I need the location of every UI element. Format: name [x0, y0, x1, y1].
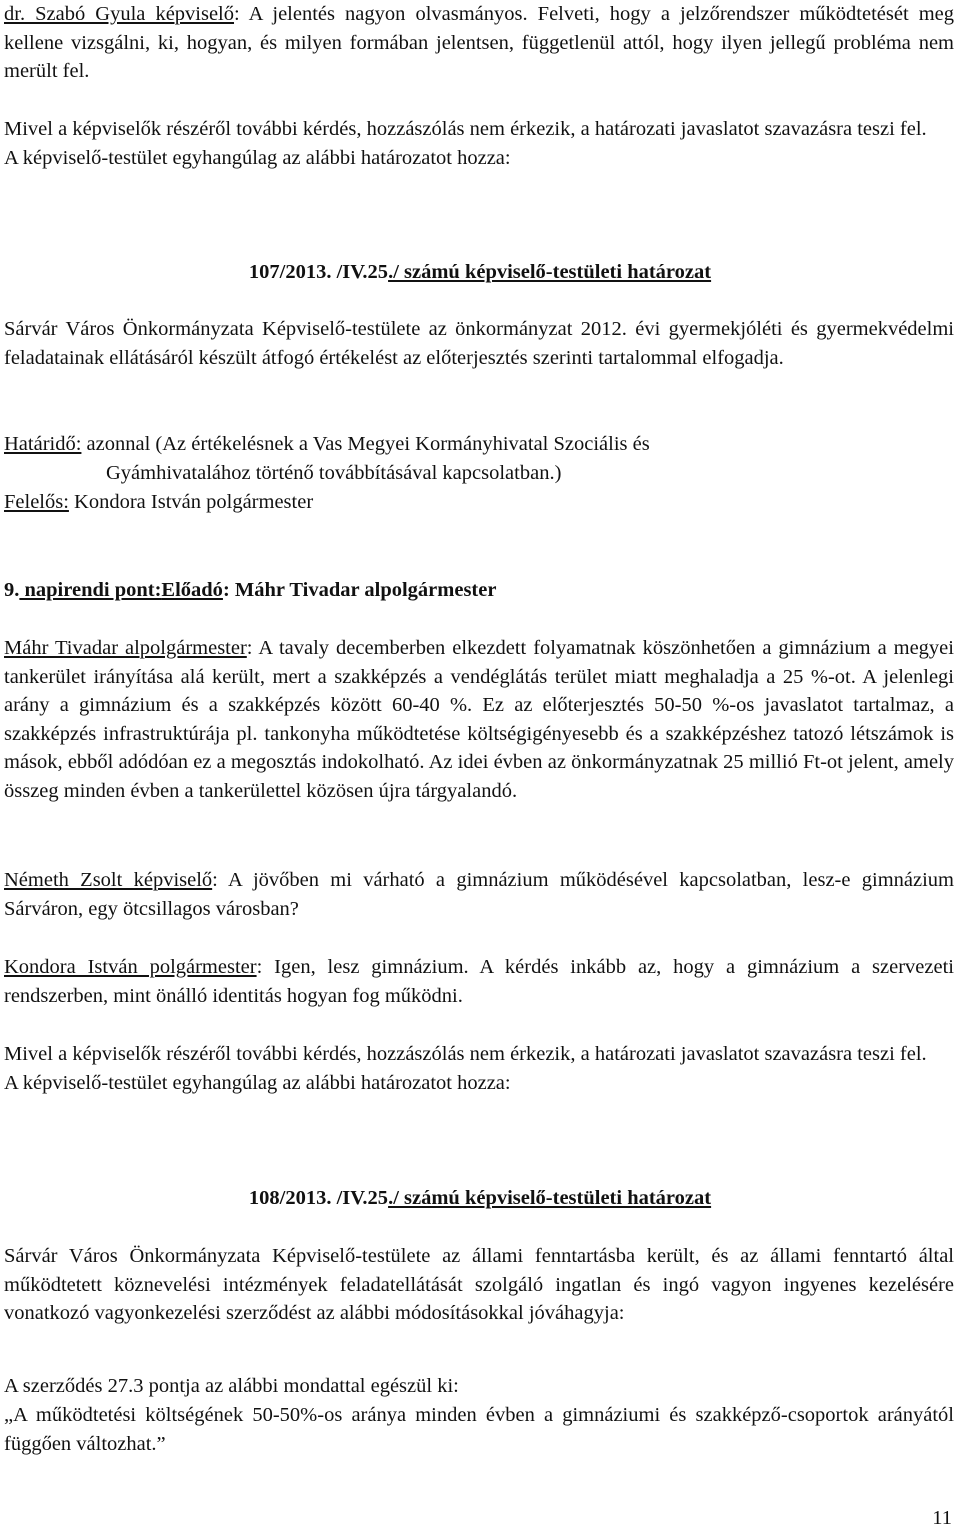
- paragraph-text: : Igen, lesz gimnázium. A kérdés inkább az, hogy a gimnázium a szervezeti rendszerben, mint önálló identitás hogyan fog működni.: [4, 956, 954, 1007]
- paragraph-text: : A tavaly decemberben elkezdett folyamatnak köszönhetően a gimnázium a megyei tankerület irányítása alá került, mert a szakképzés a vendéglátás terület miatt meghaladja a 25 %-ot. A jelenlegi arány a gimnázium és a szakképzés között 60-40 %. Ez az előterjesztés 50-50 %-os javaslatot tartalmaz, a szakképzés infrastruktúrája pl. tankonyha működtetése költségigényesebb és a szakképzéshez tatozó létszámok is mások, ebből adódóan ez a megosztás indokolható. Az idei évben az önkormányzatnak 25 millió Ft-ot jelent, amely összeg minden évben a tankerülettel közösen újra tárgyalandó.: [4, 637, 954, 802]
- paragraph-text: : A jelentés nagyon olvasmányos. Felveti, hogy a jelzőrendszer működtetését meg kellene vizsgálni, ki, hogyan, és milyen formában jelentsen, függetlenül attól, hogy ilyen jellegű probléma nem merült fel.: [4, 3, 954, 83]
- paragraph-kondora: [4, 953, 954, 1010]
- resolution-107-title: 107/2013. /IV.25./ számú képviselő-testületi határozat: [248, 261, 712, 283]
- resolution-108-body: Sárvár Város Önkormányzata Képviselő-testülete az állami fenntartásba került, és az állami fenntartó által működtetett köznevelési intézmények feladatellátását szolgáló ingatlan és ingó vagyon ingyenes kezelésére vonatkozó vagyonkezelési szerződést az alábbi módosításokkal jóváhagyja:: [4, 1245, 954, 1325]
- deadline-text-continued: Gyámhivatalához történő továbbításával kapcsolatban.): [106, 461, 562, 484]
- vote-result: A képviselő-testület egyhangúlag az alábbi határozatot hozza:: [4, 146, 511, 169]
- paragraph-text: : A jövőben mi várható a gimnázium működésével kapcsolatban, lesz-e gimnázium Sárváron, egy ötcsillagos városban?: [4, 869, 954, 920]
- resolution-107-responsible: [4, 488, 954, 517]
- resolution-108-clause-text: „A működtetési költségének 50-50%-os aránya minden évben a gimnáziumi és szakképző-csoportok arányától függően változhat.”: [4, 1404, 954, 1455]
- resolution-108-clause-intro: A szerződés 27.3 pontja az alábbi mondattal egészül ki:: [4, 1375, 459, 1397]
- speaker-name: Máhr Tivadar alpolgármester: [4, 637, 247, 659]
- deadline-label: Határidő:: [4, 433, 82, 455]
- speaker-name: Németh Zsolt képviselő: [4, 869, 213, 891]
- speaker-name: Kondora István polgármester: [4, 956, 257, 978]
- speaker-name: dr. Szabó Gyula képviselő: [4, 3, 235, 25]
- paragraph-nemeth: [4, 866, 954, 923]
- agenda-item-9: 9. napirendi pont:Előadó: Máhr Tivadar alpolgármester: [4, 579, 497, 601]
- vote-sentence: Mivel a képviselők részéről további kérdés, hozzászólás nem érkezik, a határozati javaslatot szavazásra teszi fel.: [4, 118, 927, 140]
- page-number: 11: [932, 1507, 952, 1529]
- deadline-text: azonnal (Az értékelésnek a Vas Megyei Kormányhivatal Szociális és: [81, 433, 650, 455]
- responsible-label: Felelős:: [4, 491, 69, 513]
- responsible-text: Kondora István polgármester: [68, 491, 314, 513]
- resolution-107-deadline: [4, 430, 954, 487]
- paragraph-vote-intro-2: [4, 1040, 954, 1097]
- resolution-107-body: Sárvár Város Önkormányzata Képviselő-testülete az önkormányzat 2012. évi gyermekjóléti és gyermekvédelmi feladatainak ellátásáról készült átfogó értékelést az előterjesztés szerinti tartalommal elfogadja.: [4, 318, 954, 369]
- paragraph-szabo: [4, 0, 954, 86]
- resolution-108-title: 108/2013. /IV.25./ számú képviselő-testületi határozat: [248, 1187, 712, 1209]
- paragraph-mahr: [4, 634, 954, 806]
- vote-sentence: Mivel a képviselők részéről további kérdés, hozzászólás nem érkezik, a határozati javaslatot szavazásra teszi fel.: [4, 1043, 927, 1065]
- paragraph-vote-intro: [4, 115, 954, 172]
- vote-result: A képviselő-testület egyhangúlag az alábbi határozatot hozza:: [4, 1071, 511, 1094]
